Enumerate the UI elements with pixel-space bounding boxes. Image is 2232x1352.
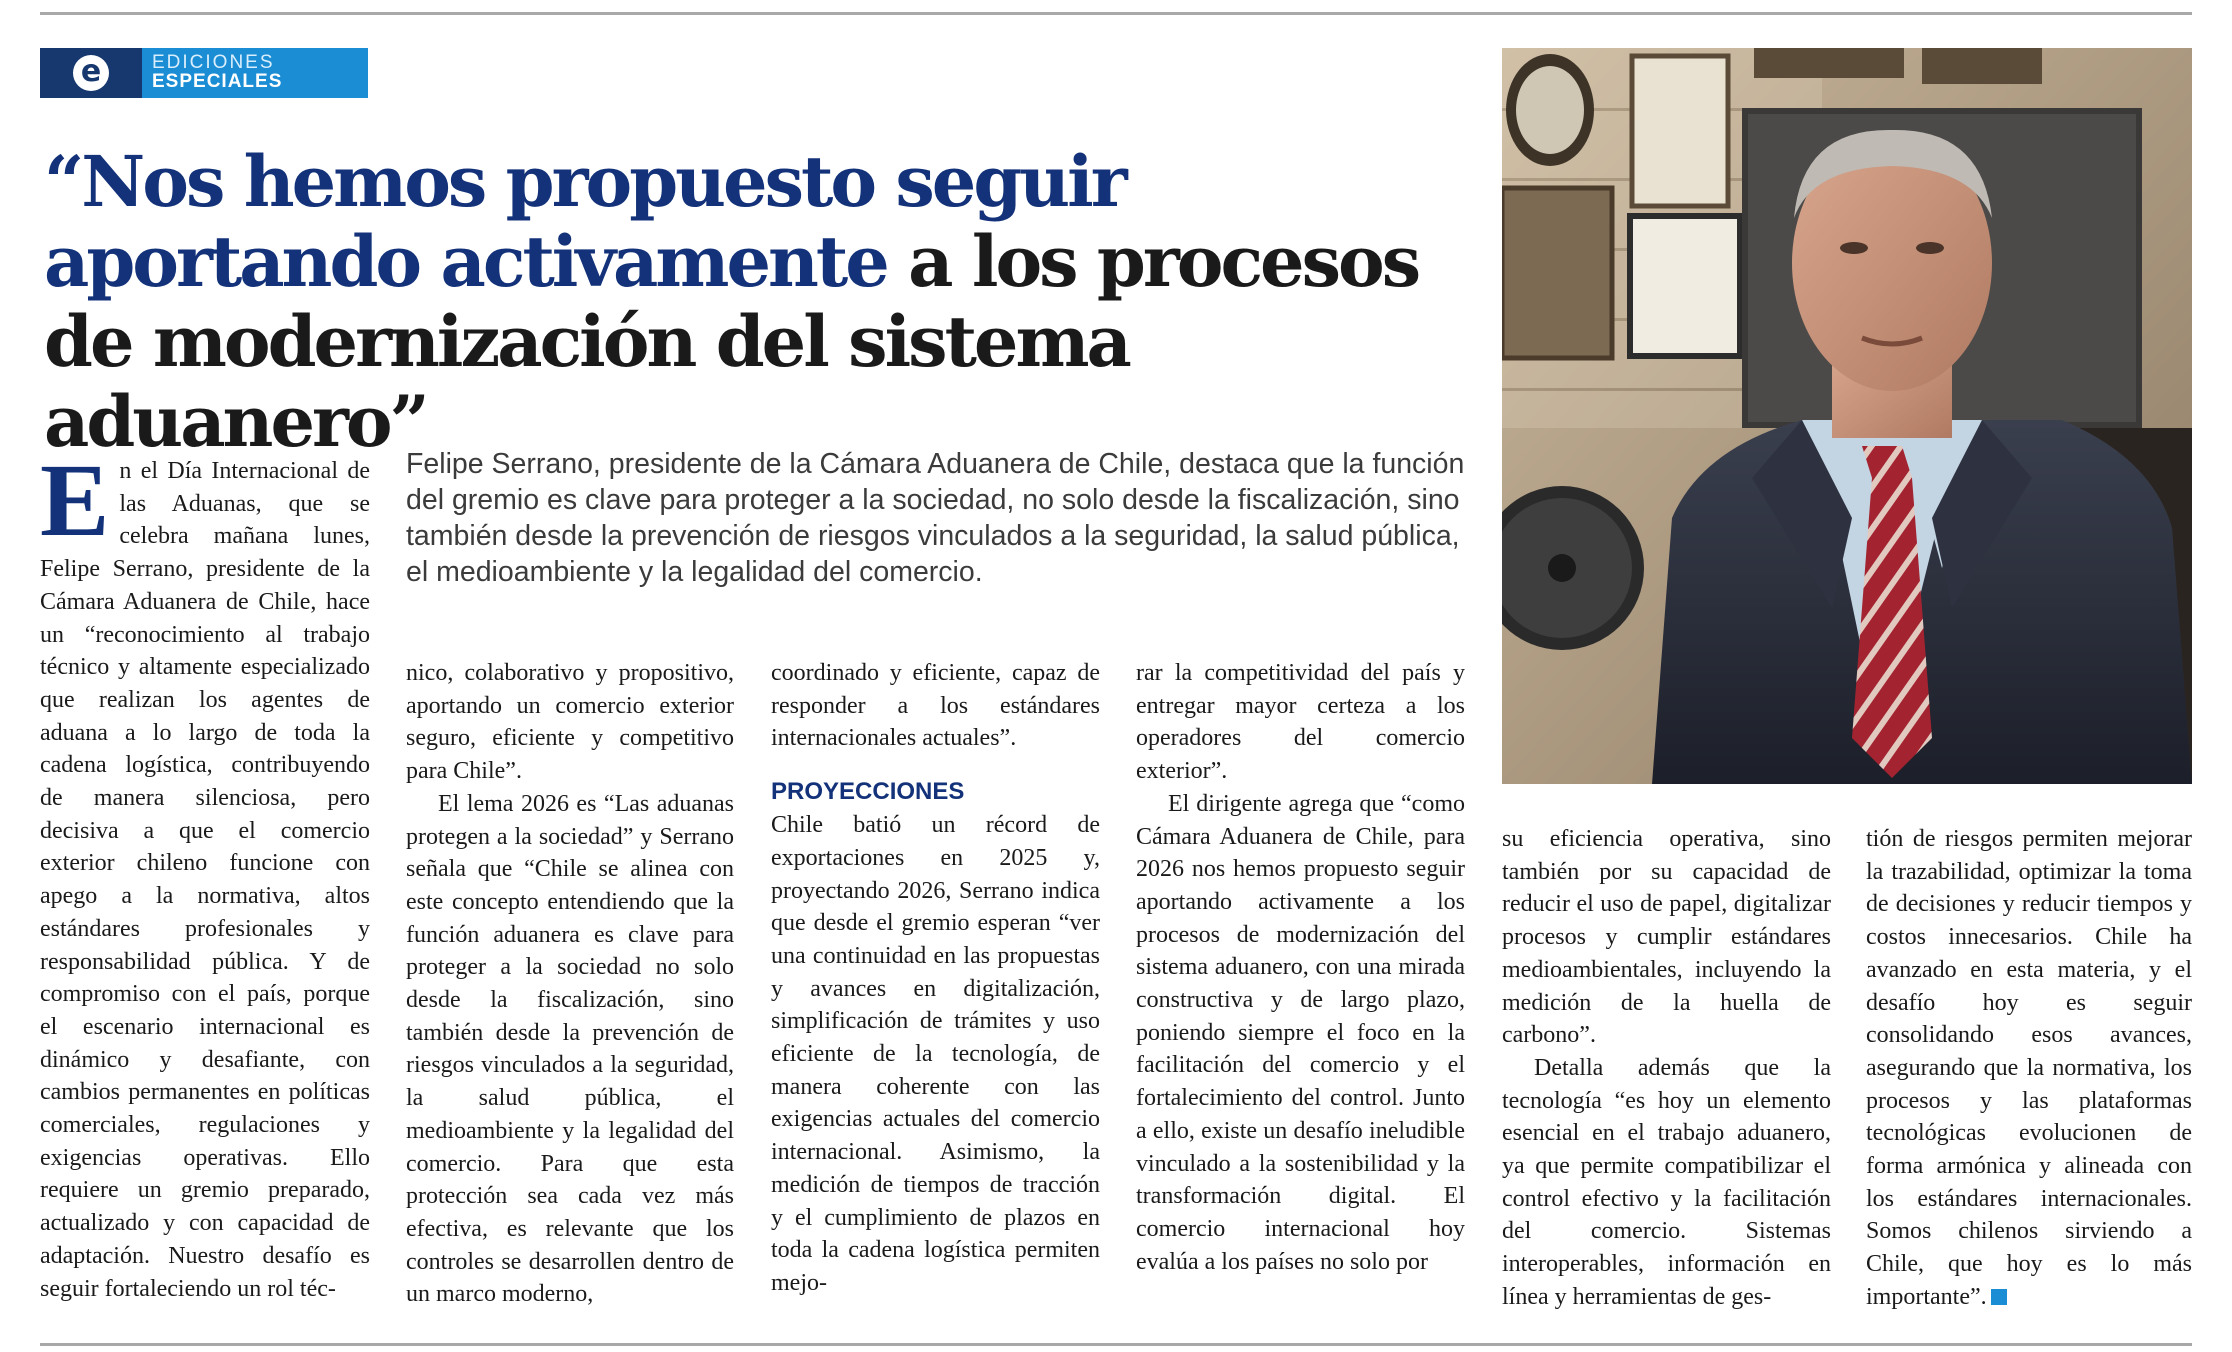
drop-cap: E: [40, 443, 110, 558]
article-column-6: [1866, 823, 2192, 1314]
headline-rest: a los procesos de modernización del sistema aduanero”: [44, 220, 1419, 463]
paragraph: El dirigente agrega que “como Cámara Aduanera de Chile, para 2026 nos hemos propuesto seguir aportando activamente a los procesos de modernización del sistema aduanero, con una mirada constructiva y de largo plazo, poniendo siempre el foco en la facilitación del comercio y el fortalecimiento del control. Junto a ello, existe un desafío ineludible vinculado a la sostenibilidad y la transformación digital. El comercio internacional hoy evalúa a los países no solo por: [1136, 790, 1465, 1275]
paragraph: El lema 2026 es “Las aduanas protegen a la sociedad” y Serrano señala que “Chile se alinea con este concepto entendiendo que la función aduanera es clave para proteger a la sociedad no solo desde la fiscalización, sino también desde la prevención de riesgos vinculados a la seguridad, la salud pública, el medioambiente y la legalidad del comercio. Para que esta protección sea cada vez más efectiva, es relevante que los controles se desarrollen dentro de un marco moderno,: [406, 790, 734, 1308]
headline-strong: “Nos hemos propuesto seguir aportando activamente: [44, 140, 1125, 303]
section-label-line2: ESPECIALES: [152, 71, 283, 92]
paragraph: n el Día Internacional de las Aduanas, que se celebra mañana lunes, Felipe Serrano, presidente de la Cámara Aduanera de Chile, hace un “reconocimiento al trabajo técnico y altamente especializado que realizan los agentes de aduana a lo largo de toda la cadena logística, contribuyendo de manera silenciosa, pero decisiva a que el comercio exterior chileno funcione con apego a la normativa, altos estándares profesionales y responsabilidad pública. Y de compromiso con el país, porque el escenario internacional es dinámico y desafiante, con cambios permanentes en políticas comerciales, regulaciones y exigencias operativas. Ello requiere un gremio preparado, actualizado y con capacidad de adaptación. Nuestro desafío es seguir fortaleciendo un rol téc-: [40, 458, 370, 1302]
paragraph: [1866, 823, 2192, 1314]
top-rule: [40, 12, 2192, 15]
logo-letter: e: [73, 55, 109, 91]
article-column-3: [771, 657, 1100, 1300]
article-column-5: [1502, 823, 1831, 1314]
portrait-photo: [1502, 48, 2192, 784]
section-tag: [40, 48, 368, 98]
section-label-line1: EDICIONES: [152, 52, 275, 73]
article-column-4: [1136, 657, 1465, 1278]
paragraph: su eficiencia operativa, sino también por su capacidad de reducir el uso de papel, digitalizar procesos y cumplir estándares medioambientales, incluyendo la medición de la huella de carbono”.: [1502, 826, 1831, 1049]
bottom-rule: [40, 1343, 2192, 1346]
section-label: [142, 48, 368, 98]
paragraph: Chile batió un récord de exportaciones en 2025 y, proyectando 2026, Serrano indica que desde el gremio esperan “ver una continuidad en las propuestas y avances en digitalización, simplificación de trámites y uso eficiente de la tecnología, de manera coherente con las exigencias actuales del comercio internacional. Asimismo, la medición de tiempos de tracción y el cumplimiento de plazos en toda la cadena logística permiten mejo-: [771, 812, 1100, 1296]
subheading: PROYECCIONES: [771, 778, 965, 806]
article-column-1: [40, 443, 370, 1305]
paragraph-text: tión de riesgos permiten mejorar la trazabilidad, optimizar la toma de decisiones y reducir tiempos y costos innecesarios. Chile ha avanzado en esta materia, y el desafío hoy es seguir consolidando esos avances, asegurando que la normativa, los procesos y las plataformas tecnológicas evolucionen de forma armónica y alineada con los estándares internacionales. Somos chilenos sirviendo a Chile, que hoy es lo más importante”.: [1866, 826, 2192, 1310]
article-column-2: [406, 657, 734, 1311]
end-mark-icon: [1991, 1289, 2007, 1305]
paragraph: coordinado y eficiente, capaz de responder a los estándares internacionales actuales”.: [771, 660, 1100, 752]
section-logo: [40, 48, 142, 98]
headline: [44, 142, 1474, 462]
paragraph: Detalla además que la tecnología “es hoy un elemento esencial en el trabajo aduanero, ya que permite compatibilizar el control efectivo y la facilitación del comercio. Sistemas interoperables, información en línea y herramientas de ges-: [1502, 1054, 1831, 1310]
paragraph: nico, colaborativo y propositivo, aportando un comercio exterior seguro, eficiente y competitivo para Chile”.: [406, 660, 734, 785]
paragraph: rar la competitividad del país y entregar mayor certeza a los operadores del comercio exterior”.: [1136, 660, 1465, 785]
portrait-photo-illustration: [1502, 48, 2192, 784]
article-deck: Felipe Serrano, presidente de la Cámara Aduanera de Chile, destaca que la función del gremio es clave para proteger a la sociedad, no solo desde la fiscalización, sino también desde la prevención de riesgos vinculados a la seguridad, la salud pública, el medioambiente y la legalidad del comercio.: [406, 448, 1465, 588]
